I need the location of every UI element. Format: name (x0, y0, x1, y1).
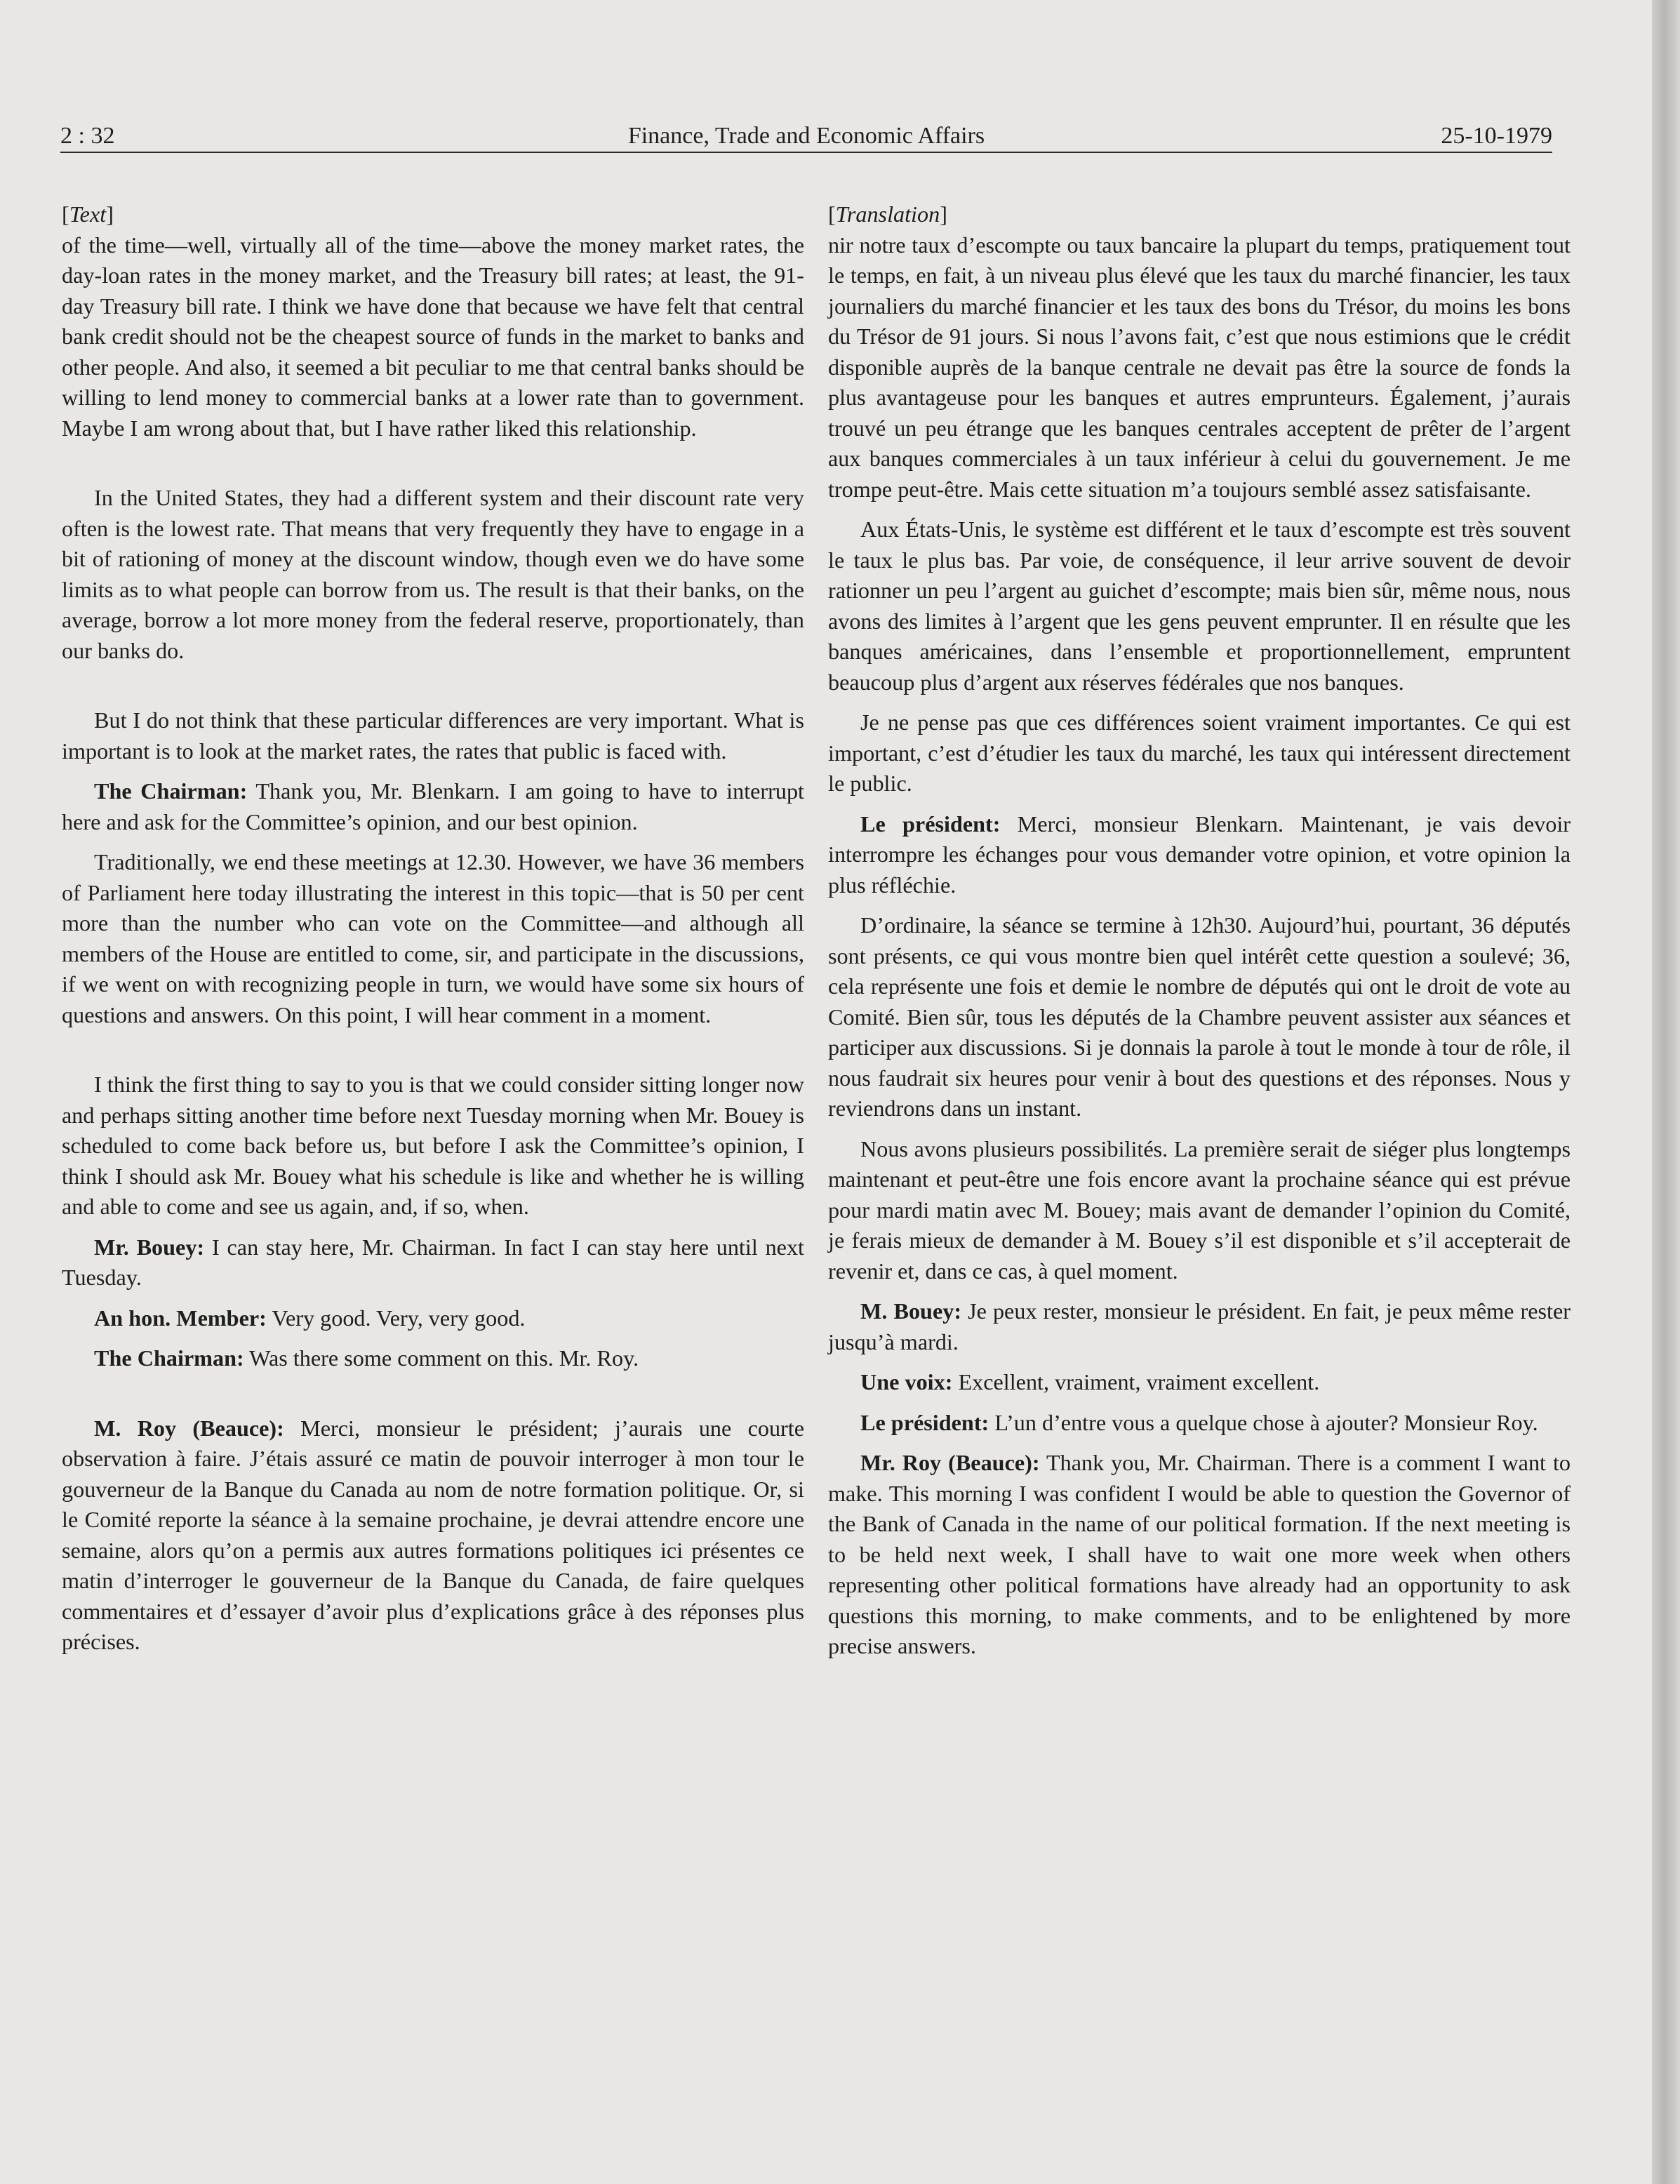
paragraph: Je ne pense pas que ces différences soient vraiment importantes. Ce qui est important, c’est d’étudier les taux du marché, les taux qui intéressent directement le public. (828, 710, 1571, 796)
right-column-french (828, 199, 1571, 1672)
left-column-english (62, 199, 804, 1667)
paragraph: In the United States, they had a different system and their discount rate very often is the lowest rate. That means that very frequently they have to engage in a bit of rationing of money at the discount window, though even we do have some limits as to what people can borrow from us. The result is that their banks, on the average, borrow a lot more money from the federal reserve, proportionately, than our banks do. (62, 485, 804, 663)
column-tag: [Translation] (828, 201, 947, 227)
paragraph: Traditionally, we end these meetings at 12.30. However, we have 36 members of Parliament here today illustrating the interest in this topic—that is 50 per cent more than the number who can vote on the Committee—and although all members of the House are entitled to come, sir, and participate in the discussions, if we went on with recognizing people in turn, we would have some six hours of questions and answers. On this point, I will hear comment in a moment. (62, 849, 804, 1027)
paragraph: Le président: Merci, monsieur Blenkarn. Maintenant, je vais devoir interrompre les échanges pour vous demander votre opinion, et votre opinion la plus réfléchie. (828, 811, 1571, 898)
speaker-name: M. Roy (Beauce): (94, 1415, 284, 1441)
paragraph: But I do not think that these particular differences are very important. What is important is to look at the market rates, the rates that public is faced with. (62, 707, 804, 764)
speaker-name: Une voix: (860, 1369, 953, 1394)
speaker-name: Le président: (860, 1409, 989, 1435)
running-title: Finance, Trade and Economic Affairs (627, 123, 985, 149)
paragraph: The Chairman: Was there some comment on this. Mr. Roy. (94, 1345, 639, 1371)
paragraph: M. Bouey: Je peux rester, monsieur le président. En fait, je peux même rester jusqu’à mardi. (828, 1298, 1571, 1354)
paragraph: Aux États-Unis, le système est différent et le taux d’escompte est très souvent le taux le plus bas. Par voie, de conséquence, il leur arrive souvent de devoir rationner un peu l’argent au guichet d’escompte; mais bien sûr, même nous, nous avons des limites à l’argent que les gens peuvent emprunter. Il en résulte que les banques américaines, dans l’ensemble et proportionnellement, empruntent beaucoup plus d’argent aux réserves fédérales que nos banques. (828, 517, 1571, 695)
paragraph: D’ordinaire, la séance se termine à 12h30. Aujourd’hui, pourtant, 36 députés sont présents, ce qui vous montre bien quel intérêt cette question a soulevé; 36, cela représente une fois et demie le nombre de députés qui ont le droit de vote au Comité. Bien sûr, tous les députés de la Chambre peuvent assister aux séances et participer aux discussions. Si je donnais la parole à tout le monde à tour de rôle, il nous faudrait six heures pour venir à bout des questions et des réponses. Nous y reviendrons dans un instant. (828, 912, 1571, 1121)
page-header (60, 119, 1552, 153)
paragraph: M. Roy (Beauce): Merci, monsieur le président; j’aurais une courte observation à faire. J’étais assuré ce matin de pouvoir interroger à mon tour le gouverneur de la Banque du Canada au nom de notre formation politique. Or, si le Comité reporte la séance à la semaine prochaine, je devrai attendre encore une semaine, alors qu’on a permis aux autres formations politiques ici présentes ce matin d’interroger le gouverneur de la Banque du Canada, de faire quelques commentaires et d’essayer d’avoir plus d’explications grâce à des réponses plus précises. (62, 1415, 804, 1654)
paragraph: The Chairman: Thank you, Mr. Blenkarn. I am going to have to interrupt here and ask for the Committee’s opinion, and our best opinion. (62, 778, 804, 834)
paragraph: Une voix: Excellent, vraiment, vraiment excellent. (860, 1369, 1320, 1394)
page-binding-edge (1652, 0, 1680, 2184)
speaker-name: An hon. Member: (94, 1305, 267, 1331)
column-tag: [Text] (62, 201, 114, 227)
speaker-name: Le président: (860, 811, 1001, 837)
paragraph: of the time—well, virtually all of the time—above the money market rates, the day-loan rates in the money market, and the Treasury bill rates; at least, the 91-day Treasury bill rate. I think we have done that because we have felt that central bank credit should not be the cheapest source of funds in the market to banks and other people. And also, it seemed a bit peculiar to me that central banks should be willing to lend money to commercial banks at a lower rate than to government. Maybe I am wrong about that, but I have rather liked this relationship. (62, 232, 804, 441)
speaker-name: Mr. Bouey: (94, 1234, 205, 1260)
speaker-name: The Chairman: (94, 778, 248, 804)
paragraph: Mr. Roy (Beauce): Thank you, Mr. Chairman. There is a comment I want to make. This morning I was confident I would be able to question the Governor of the Bank of Canada in the name of our political formation. If the next meeting is to be held next week, I shall have to wait one more week when others representing other political formations have already had an opportunity to ask questions this morning, to make comments, and to be enlightened by more precise answers. (828, 1450, 1571, 1658)
speaker-name: The Chairman: (94, 1345, 244, 1371)
paragraph: Nous avons plusieurs possibilités. La première serait de siéger plus longtemps maintenant et peut-être une fois encore avant la prochaine séance qui est prévue pour mardi matin avec M. Bouey; mais avant de demander l’opinion du Comité, je ferais mieux de demander à M. Bouey s’il est disponible et s’il accepterait de revenir et, dans ce cas, à quel moment. (828, 1136, 1571, 1284)
paragraph: nir notre taux d’escompte ou taux bancaire la plupart du temps, pratiquement tout le temps, en fait, à un niveau plus élevé que les taux du marché financier, les taux journaliers du marché financier et les taux des bons du Trésor, du moins les bons du Trésor de 91 jours. Si nous l’avons fait, c’est que nous estimions que le crédit disponible auprès de la banque centrale ne devait pas être la source de fonds la plus avantageuse pour les banques et autres emprunteurs. Également, j’aurais trouvé un peu étrange que les banques centrales acceptent de prêter de l’argent aux banques commerciales à un taux inférieur à celui du gouvernement. Je me trompe peut-être. Mais cette situation m’a toujours semblé assez satisfaisante. (828, 232, 1571, 502)
paragraph: Le président: L’un d’entre vous a quelque chose à ajouter? Monsieur Roy. (860, 1409, 1538, 1435)
speaker-name: Mr. Roy (Beauce): (860, 1450, 1040, 1475)
paragraph: I think the first thing to say to you is that we could consider sitting longer now and perhaps sitting another time before next Tuesday morning when Mr. Bouey is scheduled to come back before us, but before I ask the Committee’s opinion, I think I should ask Mr. Bouey what his schedule is like and whether he is willing and able to come and see us again, and, if so, when. (62, 1072, 804, 1219)
page-number: 2 : 32 (60, 123, 115, 149)
paragraph: Mr. Bouey: I can stay here, Mr. Chairman. In fact I can stay here until next Tuesday. (62, 1234, 804, 1290)
header-rule (60, 152, 1552, 153)
header-date: 25-10-1979 (1441, 123, 1552, 149)
speaker-name: M. Bouey: (860, 1298, 962, 1324)
paragraph: An hon. Member: Very good. Very, very good. (94, 1305, 526, 1331)
